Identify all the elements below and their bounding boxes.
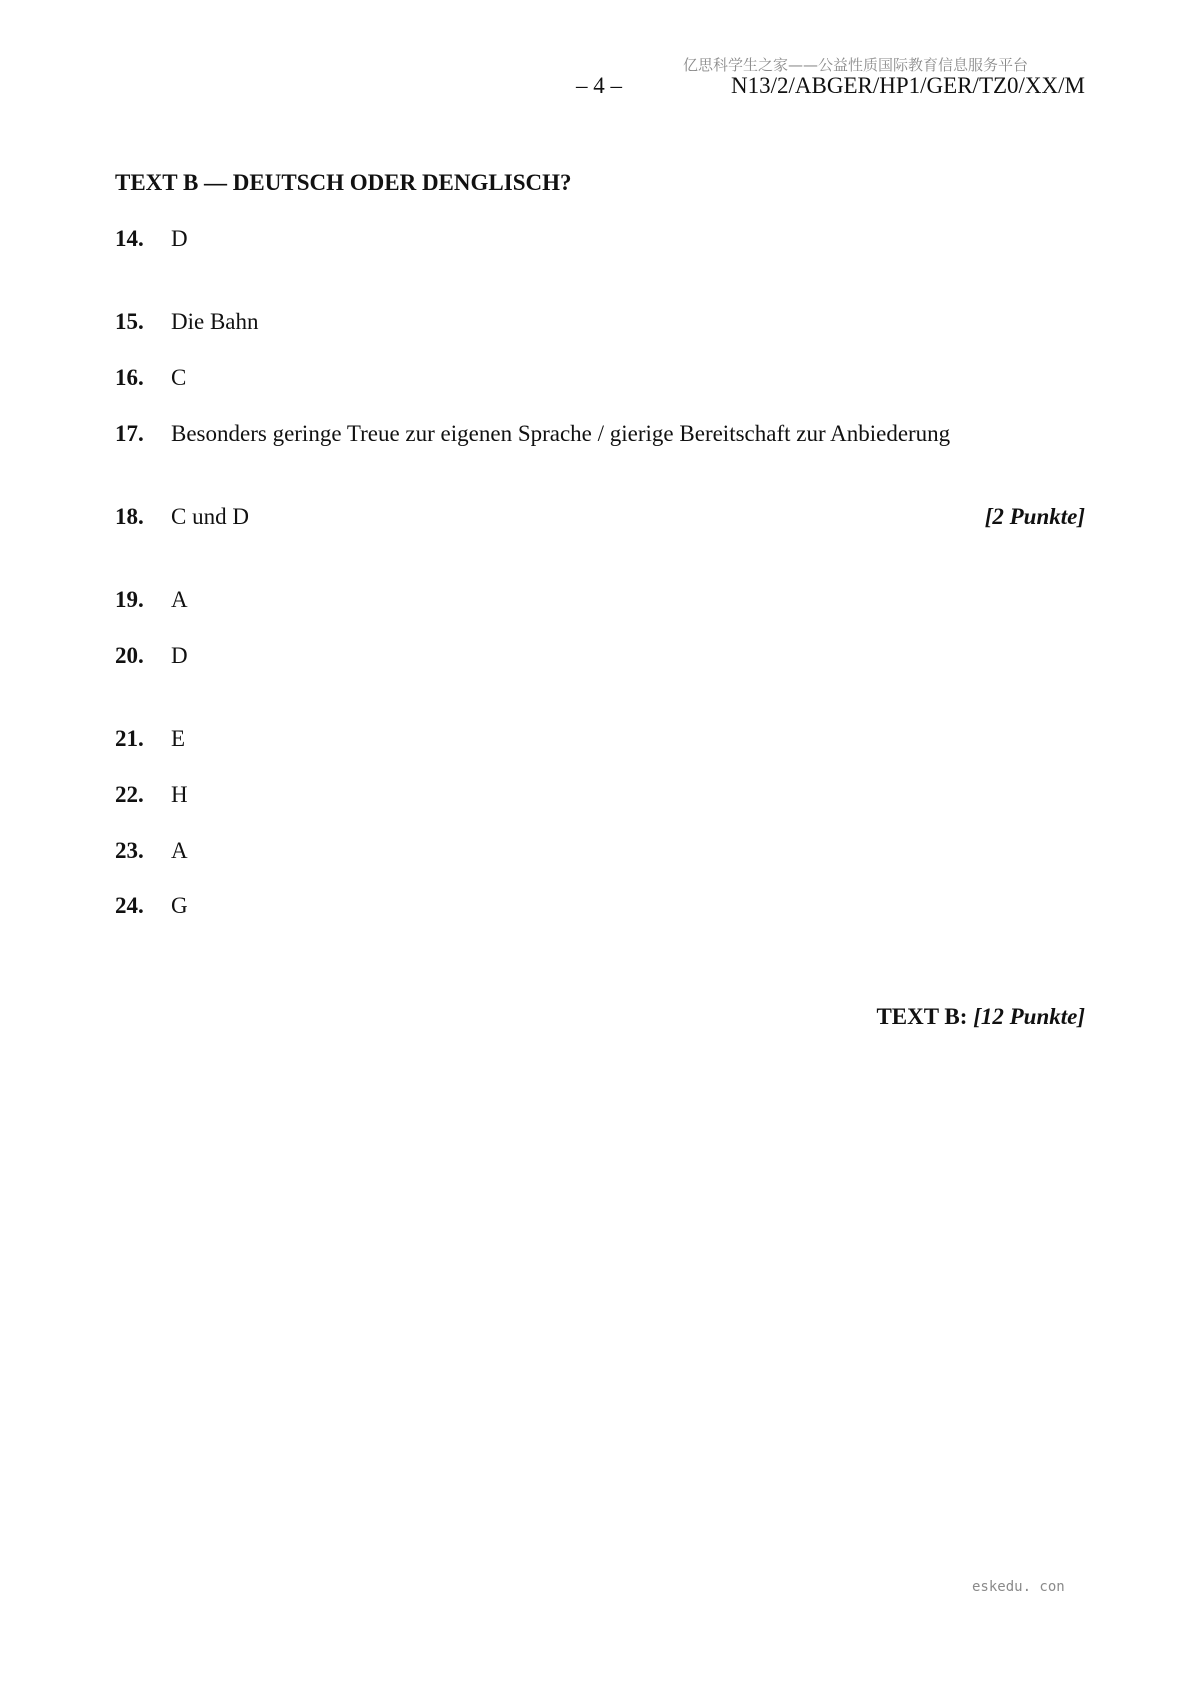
answer-row-14 [115, 226, 1085, 256]
answer-row-23 [115, 838, 1085, 868]
answer-text: D [171, 643, 188, 668]
answer-text: Besonders geringe Treue zur eigenen Sprache / gierige Bereitschaft zur Anbiederung [171, 421, 951, 446]
answer-points: [2 Punkte] [984, 504, 1085, 529]
page-number: – 4 – [576, 73, 622, 98]
answer-row-22 [115, 782, 1085, 812]
answer-row-15 [115, 309, 1085, 339]
answer-number: 24. [115, 893, 144, 918]
answer-number: 14. [115, 226, 144, 251]
total-label: TEXT B: [876, 1004, 974, 1029]
answer-number: 19. [115, 587, 144, 612]
document-code: N13/2/ABGER/HP1/GER/TZ0/XX/M [731, 73, 1085, 98]
answer-number: 22. [115, 782, 144, 807]
answer-row-16 [115, 365, 1085, 395]
answer-text: Die Bahn [171, 309, 259, 334]
answer-number: 21. [115, 726, 144, 751]
total-points: [12 Punkte] [973, 1004, 1085, 1029]
answer-row-18 [115, 504, 1085, 534]
answer-row-19 [115, 587, 1085, 617]
total-score [876, 1004, 1085, 1030]
section-title: TEXT B — DEUTSCH ODER DENGLISCH? [115, 170, 572, 195]
answer-text: A [171, 838, 188, 863]
answer-text: C [171, 365, 187, 390]
answer-number: 23. [115, 838, 144, 863]
answer-row-24 [115, 893, 1085, 923]
answer-text: C und D [171, 504, 249, 529]
answer-number: 20. [115, 643, 144, 668]
footer-watermark: eskedu. con [972, 1579, 1065, 1595]
answer-number: 18. [115, 504, 144, 529]
answer-text: E [171, 726, 186, 751]
answer-text: D [171, 226, 188, 251]
answer-text: A [171, 587, 188, 612]
answer-text: H [171, 782, 188, 807]
header-watermark: 亿思科学生之家——公益性质国际教育信息服务平台 [683, 56, 1029, 74]
answer-number: 17. [115, 421, 144, 446]
answer-row-21 [115, 726, 1085, 756]
answer-text: G [171, 893, 188, 918]
answer-row-20 [115, 643, 1085, 673]
answer-row-17 [115, 421, 1085, 451]
answer-number: 15. [115, 309, 144, 334]
answer-number: 16. [115, 365, 144, 390]
